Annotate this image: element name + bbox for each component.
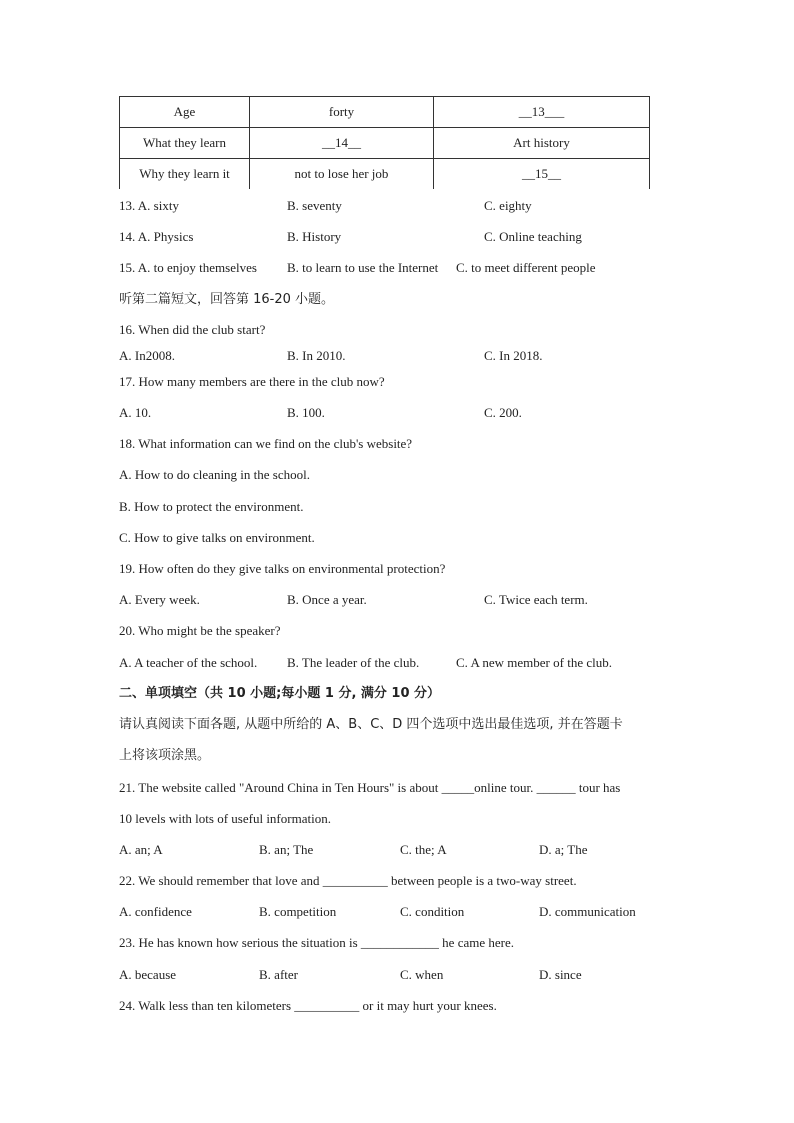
section2-title: 二、单项填空（共 10 小题;每小题 1 分, 满分 10 分）	[119, 686, 441, 701]
q17-option-c: C. 200.	[484, 405, 522, 420]
table-row	[120, 128, 650, 159]
q21-option-d: D. a; The	[539, 842, 588, 857]
q21-option-c: C. the; A	[400, 842, 447, 857]
q17-option-b: B. 100.	[287, 405, 325, 420]
q13-option-c: C. eighty	[484, 198, 532, 213]
section2-instruction-line1: 请认真阅读下面各题, 从题中所给的 A、B、C、D 四个选项中选出最佳选项, 并在答题卡	[119, 717, 623, 732]
q14-option-c: C. Online teaching	[484, 229, 582, 244]
q23-option-d: D. since	[539, 967, 582, 982]
q15-option-b: B. to learn to use the Internet	[287, 260, 439, 275]
table-cell: __13___	[434, 97, 650, 128]
q24-stem: 24. Walk less than ten kilometers __________ or it may hurt your knees.	[119, 998, 497, 1013]
table-cell: not to lose her job	[250, 159, 434, 190]
q18-option-c: C. How to give talks on environment.	[119, 530, 315, 545]
q16-option-b: B. In 2010.	[287, 348, 346, 363]
q20-option-a: A. A teacher of the school.	[119, 655, 258, 670]
q18-option-a: A. How to do cleaning in the school.	[119, 467, 310, 482]
q22-option-b: B. competition	[259, 904, 337, 919]
table-cell: __14__	[250, 128, 434, 159]
q15-option-c: C. to meet different people	[456, 260, 596, 275]
q16-option-a: A. In2008.	[119, 348, 175, 363]
q13-option-a: 13. A. sixty	[119, 198, 179, 213]
table-cell: Why they learn it	[120, 159, 250, 190]
table-cell: Art history	[434, 128, 650, 159]
q18-option-b: B. How to protect the environment.	[119, 499, 304, 514]
q19-option-c: C. Twice each term.	[484, 592, 588, 607]
q22-option-d: D. communication	[539, 904, 636, 919]
q13-option-b: B. seventy	[287, 198, 342, 213]
q16-stem: 16. When did the club start?	[119, 322, 266, 337]
q20-option-b: B. The leader of the club.	[287, 655, 420, 670]
table-cell: __15__	[434, 159, 650, 190]
q22-option-a: A. confidence	[119, 904, 192, 919]
q23-stem: 23. He has known how serious the situation is ____________ he came here.	[119, 935, 514, 950]
q21-stem-line2: 10 levels with lots of useful information.	[119, 811, 331, 826]
q16-option-c: C. In 2018.	[484, 348, 543, 363]
q15-option-a: 15. A. to enjoy themselves	[119, 260, 257, 275]
q23-option-c: C. when	[400, 967, 444, 982]
q23-option-a: A. because	[119, 967, 177, 982]
q23-option-b: B. after	[259, 967, 298, 982]
q14-option-b: B. History	[287, 229, 342, 244]
table-cell: forty	[250, 97, 434, 128]
passage2-instruction: 听第二篇短文，回答第 16-20 小题。	[119, 292, 335, 307]
q21-stem-line1: 21. The website called "Around China in Ten Hours" is about _____online tour. ______ tour has	[119, 780, 621, 795]
q19-stem: 19. How often do they give talks on environmental protection?	[119, 561, 446, 576]
q17-stem: 17. How many members are there in the club now?	[119, 374, 385, 389]
q22-option-c: C. condition	[400, 904, 465, 919]
q14-option-a: 14. A. Physics	[119, 229, 194, 244]
table-cell: What they learn	[120, 128, 250, 159]
q19-option-a: A. Every week.	[119, 592, 200, 607]
q21-option-b: B. an; The	[259, 842, 314, 857]
info-table	[119, 96, 650, 189]
table-row	[120, 97, 650, 128]
section2-instruction-line2: 上将该项涂黑。	[119, 748, 211, 763]
q20-option-c: C. A new member of the club.	[456, 655, 612, 670]
q20-stem: 20. Who might be the speaker?	[119, 623, 281, 638]
q19-option-b: B. Once a year.	[287, 592, 367, 607]
table-cell: Age	[120, 97, 250, 128]
q22-stem: 22. We should remember that love and __________ between people is a two-way street.	[119, 873, 577, 888]
q17-option-a: A. 10.	[119, 405, 152, 420]
table-row	[120, 159, 650, 190]
q18-stem: 18. What information can we find on the club's website?	[119, 436, 413, 451]
q21-option-a: A. an; A	[119, 842, 163, 857]
